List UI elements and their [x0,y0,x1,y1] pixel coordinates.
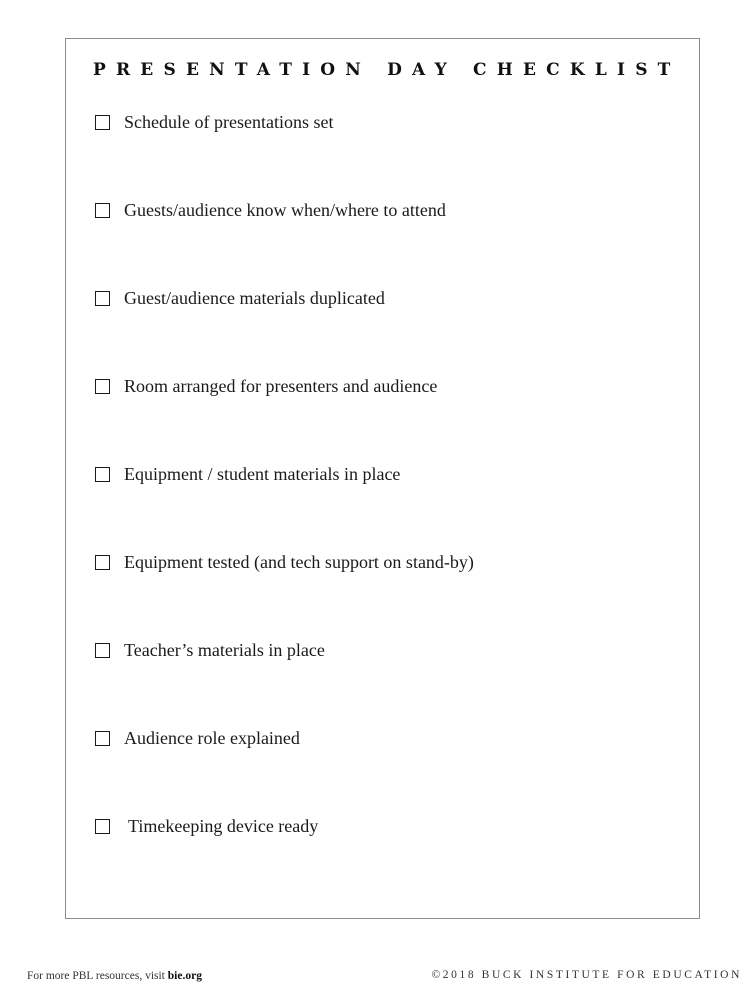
checklist-item-label: Guests/audience know when/where to attend [124,199,446,220]
checkbox[interactable] [95,643,110,658]
checkbox[interactable] [95,819,110,834]
checkbox[interactable] [95,467,110,482]
checklist-item-label: Equipment / student materials in place [124,463,401,484]
footer-resources [27,970,202,982]
checklist-item-equipment-in-place[interactable] [95,463,400,485]
checklist-item-label: Timekeeping device ready [128,815,319,836]
checkbox[interactable] [95,555,110,570]
checklist-item-materials-duplicated[interactable] [95,287,385,309]
checklist-item-label: Audience role explained [124,727,300,748]
footer-resources-link[interactable]: bie.org [167,970,202,982]
footer-copyright: ©2018 BUCK INSTITUTE FOR EDUCATION [431,969,742,981]
checklist-item-timekeeping[interactable] [95,815,318,837]
checklist-item-label: Equipment tested (and tech support on stand-by) [124,551,474,572]
checkbox[interactable] [95,115,110,130]
checklist-item-equipment-tested[interactable] [95,551,474,573]
checklist-item-label: Guest/audience materials duplicated [124,287,385,308]
checklist-item-audience-role[interactable] [95,727,300,749]
checkbox[interactable] [95,291,110,306]
checklist-item-label: Schedule of presentations set [124,111,334,132]
checklist-item-label: Room arranged for presenters and audience [124,375,438,396]
footer-resources-text: For more PBL resources, visit [27,970,168,982]
checkbox[interactable] [95,379,110,394]
page-title: PRESENTATION DAY CHECKLIST [93,60,681,80]
checkbox[interactable] [95,203,110,218]
checklist-item-schedule[interactable] [95,111,333,133]
checklist-item-teacher-materials[interactable] [95,639,325,661]
checklist-item-room-arranged[interactable] [95,375,437,397]
checklist-item-label: Teacher’s materials in place [124,639,325,660]
checklist-item-guests-know[interactable] [95,199,446,221]
checkbox[interactable] [95,731,110,746]
